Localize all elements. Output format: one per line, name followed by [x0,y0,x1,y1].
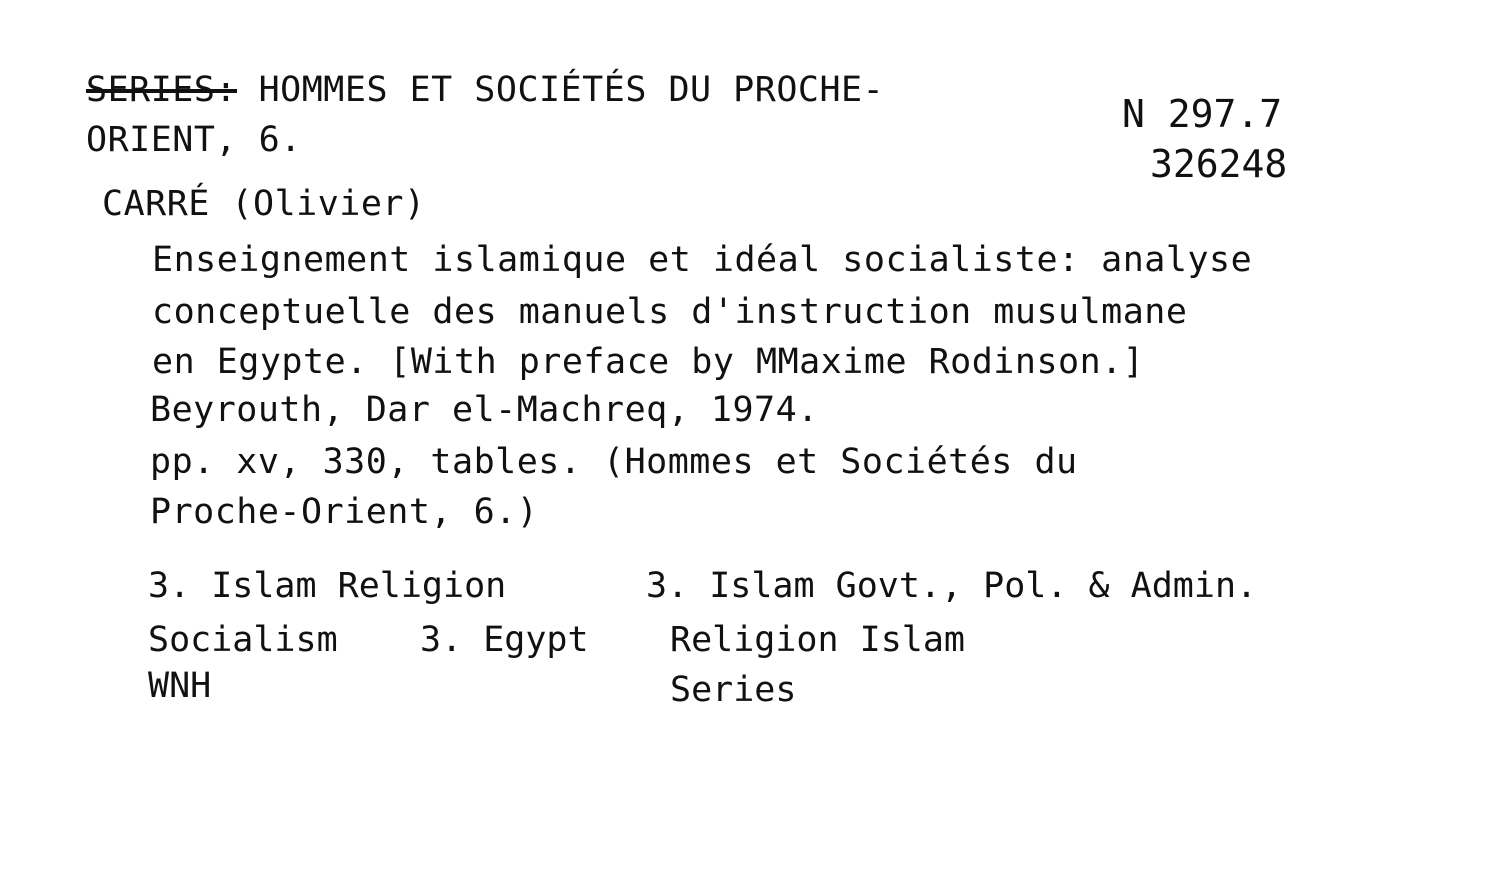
subject-islam-religion: 3. Islam Religion [148,566,507,606]
cataloger-initials: WNH [148,666,212,706]
subject-islam-govt: 3. Islam Govt., Pol. & Admin. [646,566,1258,606]
author-heading: CARRÉ (Olivier) [102,184,426,224]
description-line-1: Enseignement islamique et idéal socialiste: analyse [152,240,1253,280]
description-line-5: pp. xv, 330, tables. (Hommes et Sociétés du [150,442,1078,482]
accession-number: 326248 [1150,142,1288,186]
struck-series-label: SERIES: [86,70,238,110]
description-line-2: conceptuelle des manuels d'instruction musulmane [152,292,1188,332]
series-title: HOMMES ET SOCIÉTÉS DU PROCHE- [258,70,885,110]
subject-religion-islam: Religion Islam [670,620,966,660]
series-heading-line-1 [86,70,884,110]
subject-socialism: Socialism [148,620,338,660]
call-number: N 297.7 [1122,92,1283,136]
series-added-entry: Series [670,670,797,710]
description-line-4: Beyrouth, Dar el-Machreq, 1974. [150,390,819,430]
series-heading-line-2: ORIENT, 6. [86,120,302,160]
subject-egypt: 3. Egypt [420,620,589,660]
description-line-3: en Egypte. [With preface by MMaxime Rodinson.] [152,342,1145,382]
description-line-6: Proche-Orient, 6.) [150,492,539,532]
